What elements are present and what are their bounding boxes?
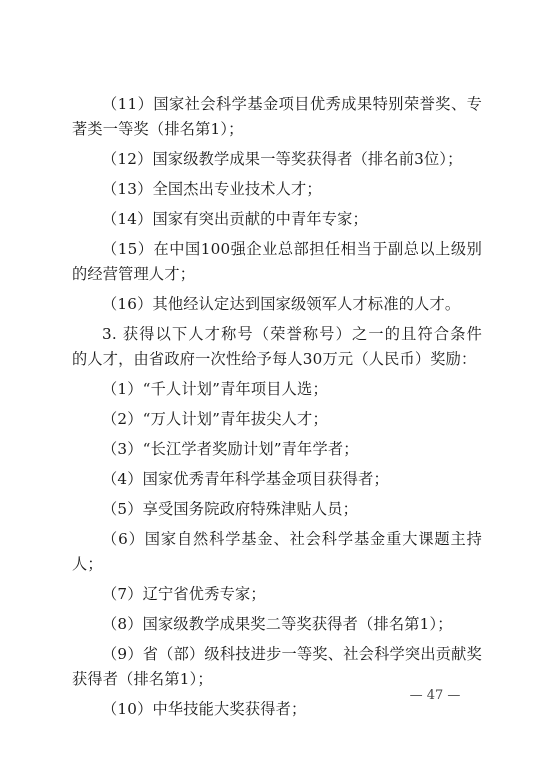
text-line: （12）国家级教学成果一等奖获得者（排名前3位）；: [102, 150, 463, 168]
text-line: （11）国家社会科学基金项目优秀成果特别荣誉奖、专: [102, 95, 482, 113]
text-line: 的人才，由省政府一次性给予每人30万元（人民币）奖励：: [72, 350, 477, 368]
text-line: （8）国家级教学成果奖二等奖获得者（排名第1）；: [102, 615, 453, 633]
text-line: （5）享受国务院政府特殊津贴人员；: [102, 500, 359, 518]
text-line: （14）国家有突出贡献的中青年专家；: [102, 210, 368, 228]
document-body: [72, 92, 482, 722]
page-number: — 47 —: [409, 688, 461, 703]
text-line: （6）国家自然科学基金、社会科学基金重大课题主持: [102, 530, 482, 548]
text-line: （13）全国杰出专业技术人才；: [102, 180, 322, 198]
text-line: （16）其他经认定达到国家级领军人才标准的人才。: [102, 295, 461, 313]
text-line: （1）“千人计划”青年项目人选；: [102, 380, 328, 398]
text-line: 获得者（排名第1）；: [72, 670, 213, 688]
text-line: （15）在中国100强企业总部担任相当于副总以上级别: [102, 240, 482, 258]
text-line: 的经营管理人才；: [72, 265, 196, 283]
text-line: （7）辽宁省优秀专家；: [102, 585, 266, 603]
text-line: 著类一等奖（排名第1）；: [72, 120, 244, 138]
text-line: （3）“长江学者奖励计划”青年学者；: [102, 440, 359, 458]
text-line: （10）中华技能大奖获得者；: [102, 700, 307, 718]
text-line: （9）省（部）级科技进步一等奖、社会科学突出贡献奖: [102, 645, 482, 663]
text-line: （4）国家优秀青年科学基金项目获得者；: [102, 470, 389, 488]
text-line: 人；: [72, 555, 103, 573]
text-line: （2）“万人计划”青年拔尖人才；: [102, 410, 328, 428]
text-line: 3. 获得以下人才称号（荣誉称号）之一的且符合条件: [102, 325, 482, 343]
